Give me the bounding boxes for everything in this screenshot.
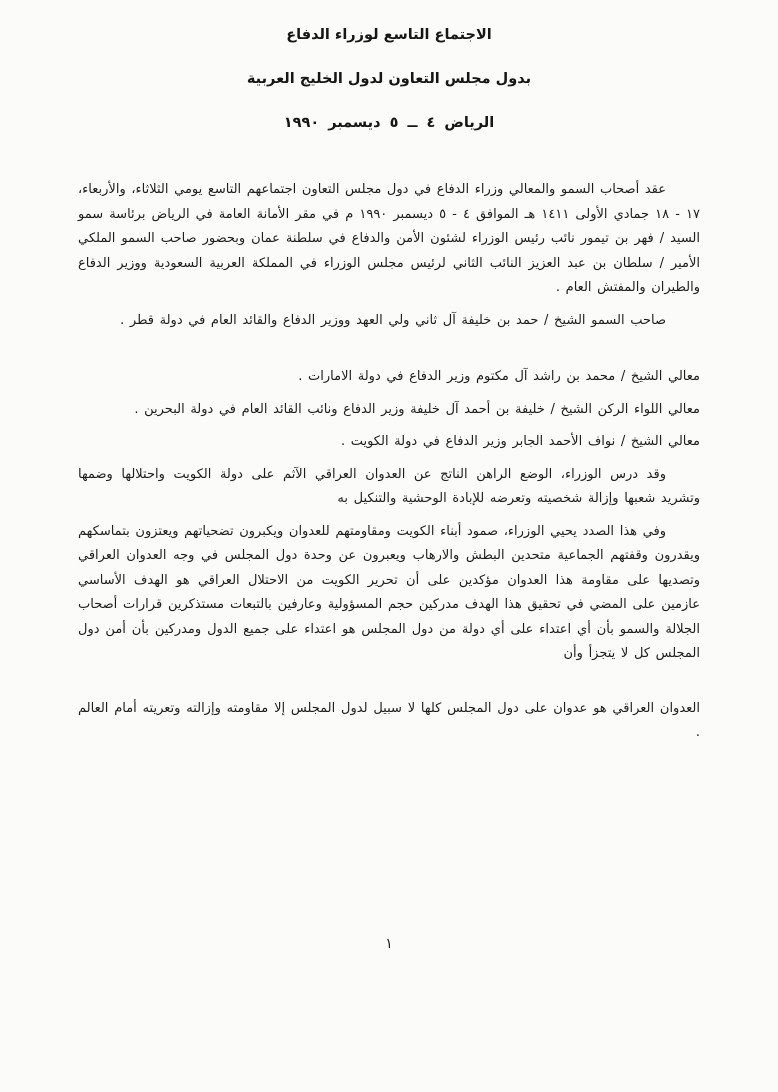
paragraph-kuwait-attendee: معالي الشيخ / نواف الأحمد الجابر وزير الدفاع في دولة الكويت .: [340, 434, 700, 449]
document-title-line-1: الاجتماع التاسع لوزراء الدفاع: [286, 27, 492, 43]
document-title-line-3: الرياض ٤ ــ ٥ ديسمبر ١٩٩٠: [283, 115, 495, 131]
paragraph-qatar-attendee: صاحب السمو الشيخ / حمد بن خليفة آل ثاني ولي العهد ووزير الدفاع والقائد العام في دولة قطر .: [120, 312, 666, 328]
paragraph-closing-statement: العدوان العراقي هو عدوان على دول المجلس كلها لا سبيل لدول المجلس إلا مقاومته وإزالته وتعريته أمام العالم .: [78, 700, 700, 740]
page-number: ١: [385, 936, 393, 952]
paragraph-bahrain-attendee: معالي اللواء الركن الشيخ / خليفة بن أحمد آل خليفة وزير الدفاع ونائب القائد العام في دولة البحرين .: [134, 401, 700, 417]
paragraph-opening: عقد أصحاب السمو والمعالي وزراء الدفاع في دول مجلس التعاون اجتماعهم التاسع يومي الثلاثاء، والأربعاء، ١٧ - ١٨ جمادي الأولى ١٤١١ هـ الموافق ٤ - ٥ ديسمبر ١٩٩٠ م في مقر الأمانة العامة في الرياض برئاسة سمو السيد / فهر بن تيمور نائب رئيس الوزراء لشئون الأمن والدفاع في سلطنة عمان وبحضور صاحب السمو الملكي الأمير / سلطان بن عبد العزيز النائب الثاني لرئيس مجلس الوزراء في المملكة العربية السعودية ووزير الدفاع والطيران والمفتش العام .: [77, 182, 700, 295]
paragraph-resolve-statement: وفي هذا الصدد يحيي الوزراء، صمود أبناء الكويت ومقاومتهم للعدوان ويكبرون تضحياتهم ويعتزون بتماسكهم ويقدرون وقفتهم الجماعية متحدين البطش والارهاب ويعبرون عن وحدة دول المجلس في وجه العدوان العراقي وتصديها على مقاومة هذا العدوان مؤكدين على أن تحرير الكويت من الاحتلال العراقي هو الهدف الأساسي عازمين على المضي في تحقيق هذا الهدف مدركين حجم المسؤولية وعارفين بالتبعات مستذكرين قرارات أصحاب الجلالة والسمو بأن أي اعتداء على أي دولة من دول المجلس هو اعتداء على جميع الدول ومدركين بأن أمن دول المجلس كل لا يتجزأ وأن: [78, 523, 700, 661]
document-title-line-2: بدول مجلس التعاون لدول الخليج العربية: [246, 71, 532, 87]
paragraph-uae-attendee: معالي الشيخ / محمد بن راشد آل مكتوم وزير الدفاع في دولة الامارات .: [298, 369, 700, 384]
paragraph-situation-review: وقد درس الوزراء، الوضع الراهن الناتج عن العدوان العراقي الآثم على دولة الكويت واحتلالها وضمها وتشريد شعبها وإزالة شخصيته وتعرضه للإبادة الوحشية والتنكيل به: [78, 466, 700, 506]
